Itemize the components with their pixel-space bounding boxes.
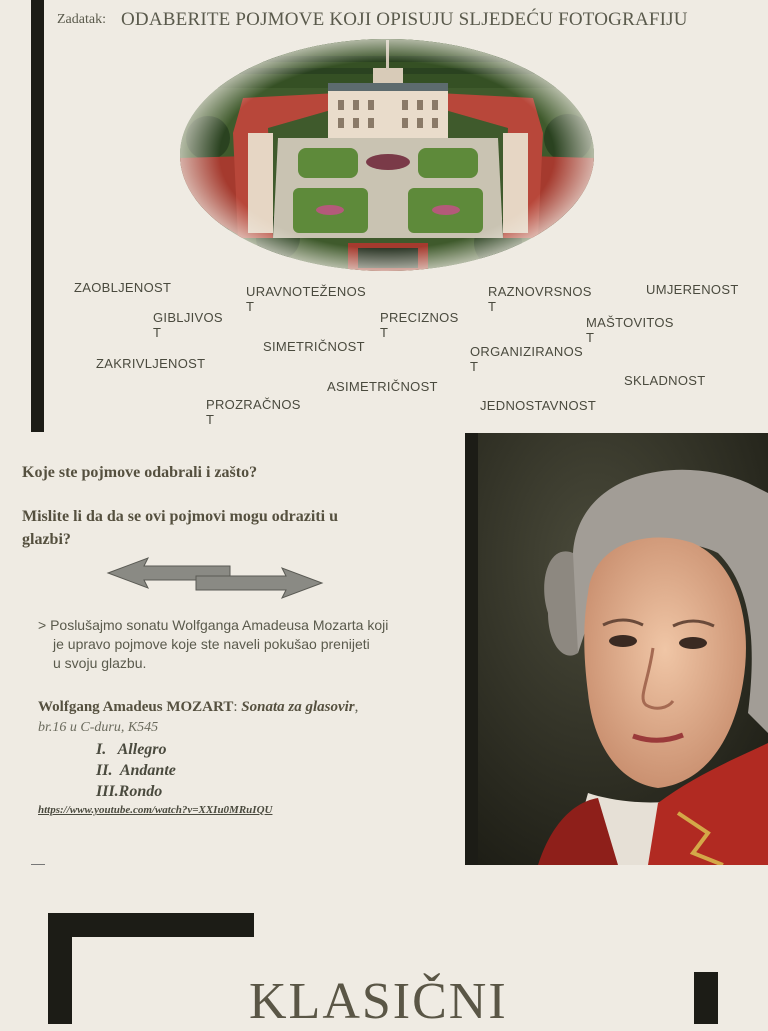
term-mastovitost-line1: MAŠTOVITOS <box>586 315 674 330</box>
term-organiziranost-line1: ORGANIZIRANOS <box>470 344 583 359</box>
term-raznovrsnost <box>488 284 592 314</box>
question-music-reflection <box>22 505 338 551</box>
term-umjerenost: UMJERENOST <box>646 282 739 297</box>
term-prozracnost-line1: PROZRAČNOS <box>206 397 301 412</box>
term-jednostavnost: JEDNOSTAVNOST <box>480 398 597 413</box>
question-music-line1: Mislite li da da se ovi pojmovi mogu odraziti u <box>22 508 338 525</box>
small-dash <box>31 864 45 865</box>
term-zaobljenost: ZAOBLJENOST <box>74 280 172 295</box>
listen-line3: u svoju glazbu. <box>53 655 147 671</box>
term-skladnost: SKLADNOST <box>624 373 706 388</box>
term-raznovrsnost-line2: T <box>488 299 497 314</box>
term-asimetricnost: ASIMETRIČNOST <box>327 379 438 394</box>
term-prozracnost-line2: T <box>206 412 215 427</box>
task-title: ODABERITE POJMOVE KOJI OPISUJU SLJEDEĆU FOTOGRAFIJU <box>121 9 688 30</box>
composer-name: Wolfgang Amadeus MOZART <box>38 699 234 715</box>
term-organiziranost-line2: T <box>470 359 479 374</box>
term-preciznost <box>380 310 459 340</box>
movement-3: III.Rondo <box>96 783 163 800</box>
listen-line2: je upravo pojmove koje ste naveli pokušao prenijeti <box>53 636 370 652</box>
term-preciznost-line2: T <box>380 325 389 340</box>
piece-comma: , <box>354 699 359 715</box>
bottom-left-corner-bar-v <box>48 913 72 1024</box>
piece-heading <box>38 699 358 716</box>
piece-separator: : <box>233 699 242 715</box>
term-prozracnost <box>206 397 301 427</box>
double-arrow-icon <box>106 556 324 600</box>
listen-paragraph <box>38 616 448 673</box>
term-gibljivost-line2: T <box>153 325 162 340</box>
left-vertical-bar <box>31 0 44 432</box>
palace-photo <box>178 38 596 272</box>
question-music-line2: glazbi? <box>22 531 71 548</box>
listen-line1: > Poslušajmo sonatu Wolfganga Amadeusa Mozarta koji <box>38 617 389 633</box>
youtube-link[interactable]: https://www.youtube.com/watch?v=XXIu0MRuIQU <box>38 804 273 816</box>
term-mastovitost <box>586 315 674 345</box>
term-uravnotezenost-line2: T <box>246 299 255 314</box>
bottom-right-bar <box>694 972 718 1024</box>
term-simetricnost: SIMETRIČNOST <box>263 339 365 354</box>
term-uravnotezenost-line1: URAVNOTEŽENOS <box>246 284 366 299</box>
question-chosen-terms: Koje ste pojmove odabrali i zašto? <box>22 464 258 481</box>
term-raznovrsnost-line1: RAZNOVRSNOS <box>488 284 592 299</box>
mozart-portrait <box>478 433 768 865</box>
term-preciznost-line1: PRECIZNOS <box>380 310 459 325</box>
portrait-frame-bar <box>465 433 478 865</box>
term-uravnotezenost <box>246 284 366 314</box>
movement-2: II. Andante <box>96 762 176 779</box>
piece-title: Sonata za glasovir <box>241 699 355 715</box>
term-gibljivost-line1: GIBLJIVOS <box>153 310 223 325</box>
term-mastovitost-line2: T <box>586 330 595 345</box>
movement-1: I. Allegro <box>96 741 167 758</box>
term-organiziranost <box>470 344 583 374</box>
section-title: KLASIČNI <box>249 973 508 1030</box>
piece-detail: br.16 u C-duru, K545 <box>38 720 159 735</box>
term-gibljivost <box>153 310 223 340</box>
task-label: Zadatak: <box>57 12 106 27</box>
bottom-left-corner-bar-h <box>48 913 254 937</box>
term-zakrivljenost: ZAKRIVLJENOST <box>96 356 206 371</box>
